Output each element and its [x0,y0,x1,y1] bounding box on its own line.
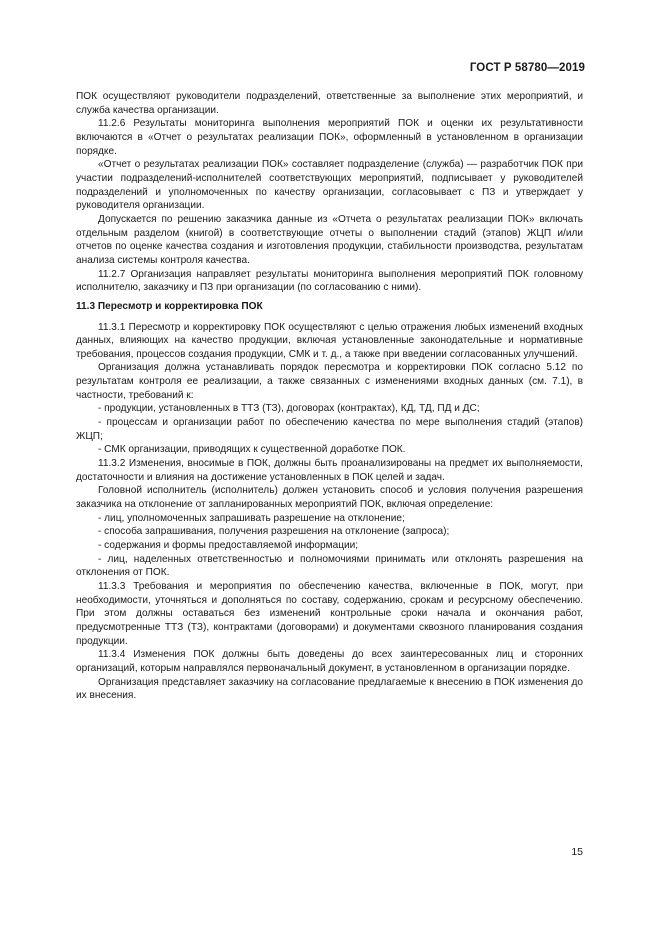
paragraph-11-3-4: 11.3.4 Изменения ПОК должны быть доведены до всех заинтересованных лиц и сторонних организаций, которым направлялся первоначальный документ, в установленном в организации порядке. [76,649,583,674]
paragraph-revision-order: Организация должна устанавливать порядок пересмотра и корректировки ПОК согласно 5.12 по результатам контроля ее реализации, а также связанных с изменениями входных данных (см. 7.1), в частности, требований к: [76,362,583,401]
paragraph-11-3-2: 11.3.2 Изменения, вносимые в ПОК, должны быть проанализированы на предмет их выполняемости, достаточности и влияния на достижение установленных в ПОК целей и задач. [76,458,583,483]
list-item: - лиц, наделенных ответственностью и полномочиями принимать или отклонять разрешения на отклонения от ПОК. [76,553,583,579]
document-body [76,90,583,703]
section-heading-text: 11.3 Пересмотр и корректировка ПОК [76,300,263,312]
page-number: 15 [571,846,583,858]
list-item: - СМК организации, приводящих к существенной доработке ПОК. [98,444,406,456]
paragraph-continuation: ПОК осуществляют руководители подразделений, ответственные за выполнение этих мероприятий, и служба качества организации. [76,91,583,116]
document-code-header: ГОСТ Р 58780—2019 [469,62,585,74]
paragraph-11-2-7: 11.2.7 Организация направляет результаты мониторинга выполнения мероприятий ПОК головному исполнителю, заказчику и ПЗ при организации (по согласованию с ними). [76,268,583,294]
paragraph-deviation-permission: Головной исполнитель (исполнитель) должен установить способ и условия получения разрешения заказчика на отклонение от запланированных мероприятий ПОК, включая определение: [76,485,583,511]
paragraph-report-inclusion: Допускается по решению заказчика данные из «Отчета о результатах реализации ПОК» включать отдельным разделом (книгой) в соответствующие отчеты о выполнении стадий (этапов) ЖЦП и/или отчетов по оценке качества создания и изготовления продукции, стабильности производства, результатам анализа системы контроля качества. [76,213,583,266]
list-item: - способа запрашивания, получения разрешения на отклонение (запроса); [98,526,450,538]
paragraph-11-3-3: 11.3.3 Требования и мероприятия по обеспечению качества, включенные в ПОК, могут, при необходимости, уточняться и дополняться по составу, содержанию, срокам и ресурсному обеспечению. При этом должны оставаться без изменений контрольные сроки начала и окончания работ, предусмотренные ТТЗ (ТЗ), контрактами (договорами) и документами сквозного планирования создания продукции. [76,580,583,647]
paragraph-11-3-1: 11.3.1 Пересмотр и корректировку ПОК осуществляют с целью отражения любых изменений входных данных, влияющих на качество продукции, включая установленные законодательные и нормативные требования, процессов создания продукции, СМК и т. д., а также при введении согласованных улучшений. [76,321,583,360]
list-item: - лиц, уполномоченных запрашивать разрешение на отклонение; [98,512,405,524]
paragraph-submission: Организация представляет заказчику на согласование предлагаемые к внесению в ПОК изменения до их внесения. [76,676,583,702]
list-item: - содержания и формы предоставляемой информации; [98,540,359,551]
list-item: - процессам и организации работ по обеспечению качества по мере выполнения стадий (этапов) ЖЦП; [76,417,583,442]
list-item: - продукции, установленных в ТТЗ (ТЗ), договорах (контрактах), КД, ТД, ПД и ДС; [98,403,480,415]
paragraph-11-2-6: 11.2.6 Результаты мониторинга выполнения мероприятий ПОК и оценки их результативности включаются в «Отчет о результатах реализации ПОК», оформленный в установленном в организации порядке. [76,118,583,157]
paragraph-report-composition: «Отчет о результатах реализации ПОК» составляет подразделение (служба) — разработчик ПОК при участии подразделений-исполнителей соответствующих мероприятий, подписывает у руководителей подразделений и уполномоченных по качеству организации, согласовывает с ПЗ и утверждает у руководителя организации. [76,159,583,212]
section-heading-11-3 [76,300,583,314]
